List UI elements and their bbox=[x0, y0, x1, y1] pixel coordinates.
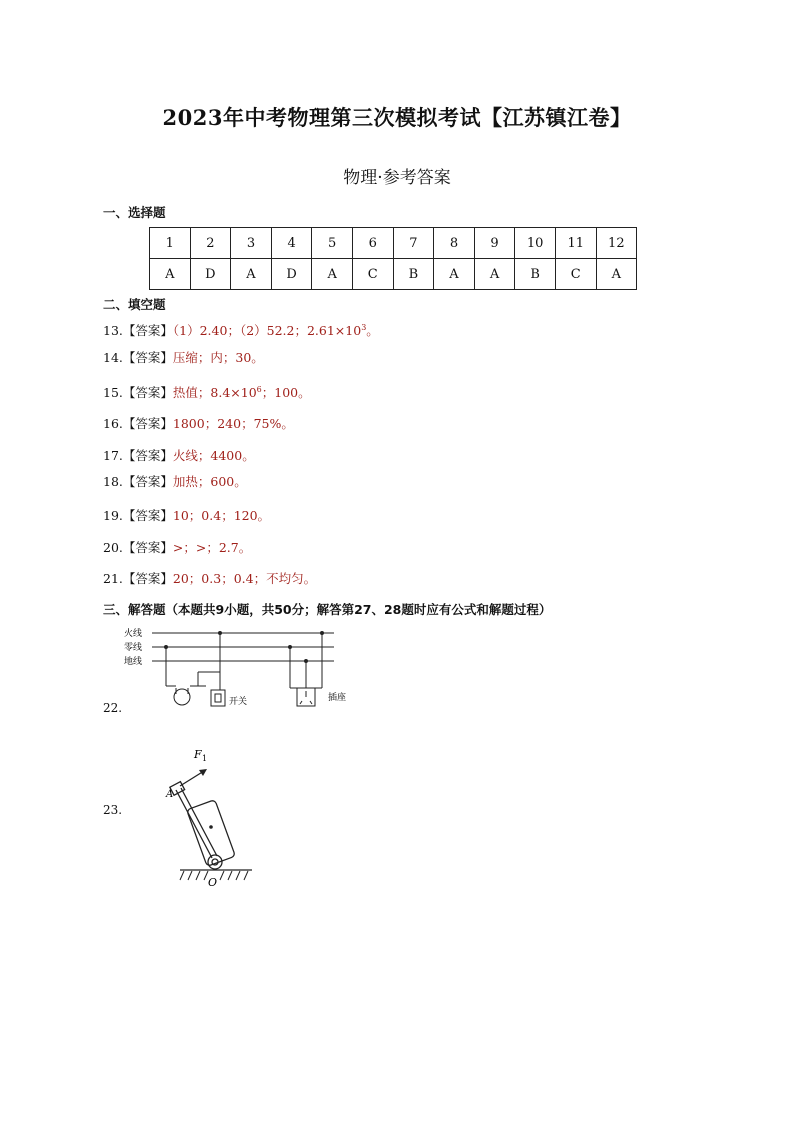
fill-answer-label: 【答案】 bbox=[122, 448, 173, 463]
table-cell-answer: A bbox=[434, 259, 475, 290]
force-label: F bbox=[194, 748, 202, 761]
socket-label: 插座 bbox=[328, 693, 347, 703]
table-cell-number: 4 bbox=[271, 228, 312, 259]
fill-answer-value: >；>；2.7。 bbox=[172, 540, 252, 555]
fill-answer-number: 14. bbox=[103, 350, 123, 365]
fill-answer-value: 加热；600。 bbox=[172, 474, 247, 489]
fill-answer-number: 19. bbox=[103, 508, 123, 523]
table-cell-answer: C bbox=[352, 259, 393, 290]
table-cell-answer: A bbox=[474, 259, 515, 290]
fill-answer-tail: 。 bbox=[366, 323, 379, 338]
fill-answer-number: 18. bbox=[103, 474, 123, 489]
point-o-label: O bbox=[208, 876, 218, 889]
table-cell-answer: A bbox=[312, 259, 353, 290]
table-cell-answer: C bbox=[555, 259, 596, 290]
fill-answer-value: 火线；4400。 bbox=[172, 448, 255, 463]
table-cell-number: 6 bbox=[352, 228, 393, 259]
fill-answer-value: （1）2.40；（2）52.2；2.61×10 bbox=[172, 323, 362, 338]
fill-answer-tail: ；100。 bbox=[261, 385, 311, 400]
fill-answer-value: 压缩；内；30。 bbox=[172, 350, 264, 365]
fill-answer-label: 【答案】 bbox=[122, 508, 173, 523]
page-title: 2023年中考物理第三次模拟考试【江苏镇江卷】 bbox=[162, 105, 632, 130]
fill-answer-value: 1800；240；75%。 bbox=[172, 416, 294, 431]
fill-answer-value: 20；0.3；0.4；不均匀。 bbox=[172, 571, 317, 586]
section-choice-heading: 一、选择题 bbox=[103, 205, 166, 220]
fill-answer-label: 【答案】 bbox=[122, 323, 173, 338]
force-label-subscript: 1 bbox=[202, 754, 208, 763]
section-solve-heading: 三、解答题（本题共9小题，共50分；解答第27、28题时应有公式和解题过程） bbox=[103, 602, 552, 617]
wire-label-neutral: 零线 bbox=[124, 643, 143, 653]
fill-answer-number: 13. bbox=[103, 323, 123, 338]
fill-answer-value: 10；0.4；120。 bbox=[172, 508, 271, 523]
fill-answer-value: 热值；8.4×10 bbox=[172, 385, 257, 400]
table-cell-answer: D bbox=[271, 259, 312, 290]
page-subtitle: 物理·参考答案 bbox=[343, 168, 451, 188]
section-fill-heading: 二、填空题 bbox=[103, 297, 166, 312]
table-cell-number: 9 bbox=[474, 228, 515, 259]
table-cell-answer: B bbox=[515, 259, 556, 290]
point-a-label: A bbox=[166, 789, 174, 800]
q23-number: 23. bbox=[103, 803, 123, 817]
fill-answer-number: 21. bbox=[103, 571, 123, 586]
fill-answer-label: 【答案】 bbox=[122, 416, 173, 431]
table-cell-number: 5 bbox=[312, 228, 353, 259]
table-cell-number: 2 bbox=[190, 228, 231, 259]
fill-answer-label: 【答案】 bbox=[122, 385, 173, 400]
table-cell-answer: A bbox=[150, 259, 191, 290]
table-cell-answer: A bbox=[231, 259, 272, 290]
table-cell-number: 1 bbox=[150, 228, 191, 259]
fill-answer-label: 【答案】 bbox=[122, 571, 173, 586]
switch-label: 开关 bbox=[229, 697, 248, 707]
wire-label-live: 火线 bbox=[124, 629, 143, 639]
fill-answer-number: 17. bbox=[103, 448, 123, 463]
fill-answer-number: 20. bbox=[103, 540, 123, 555]
fill-answer-label: 【答案】 bbox=[122, 350, 173, 365]
table-cell-number: 10 bbox=[515, 228, 556, 259]
fill-answer-number: 16. bbox=[103, 416, 123, 431]
fill-answer-number: 15. bbox=[103, 385, 123, 400]
table-cell-answer: A bbox=[596, 259, 637, 290]
fill-answer-label: 【答案】 bbox=[122, 540, 173, 555]
table-cell-number: 8 bbox=[434, 228, 475, 259]
wire-label-ground: 地线 bbox=[124, 657, 143, 667]
fill-answer-label: 【答案】 bbox=[122, 474, 173, 489]
table-cell-number: 7 bbox=[393, 228, 434, 259]
q22-number: 22. bbox=[103, 701, 123, 715]
table-cell-number: 11 bbox=[555, 228, 596, 259]
table-cell-answer: D bbox=[190, 259, 231, 290]
fill-answer-exponent: 3 bbox=[361, 322, 367, 332]
fill-answer-exponent: 6 bbox=[256, 384, 262, 394]
table-cell-answer: B bbox=[393, 259, 434, 290]
table-cell-number: 3 bbox=[231, 228, 272, 259]
table-cell-number: 12 bbox=[596, 228, 637, 259]
